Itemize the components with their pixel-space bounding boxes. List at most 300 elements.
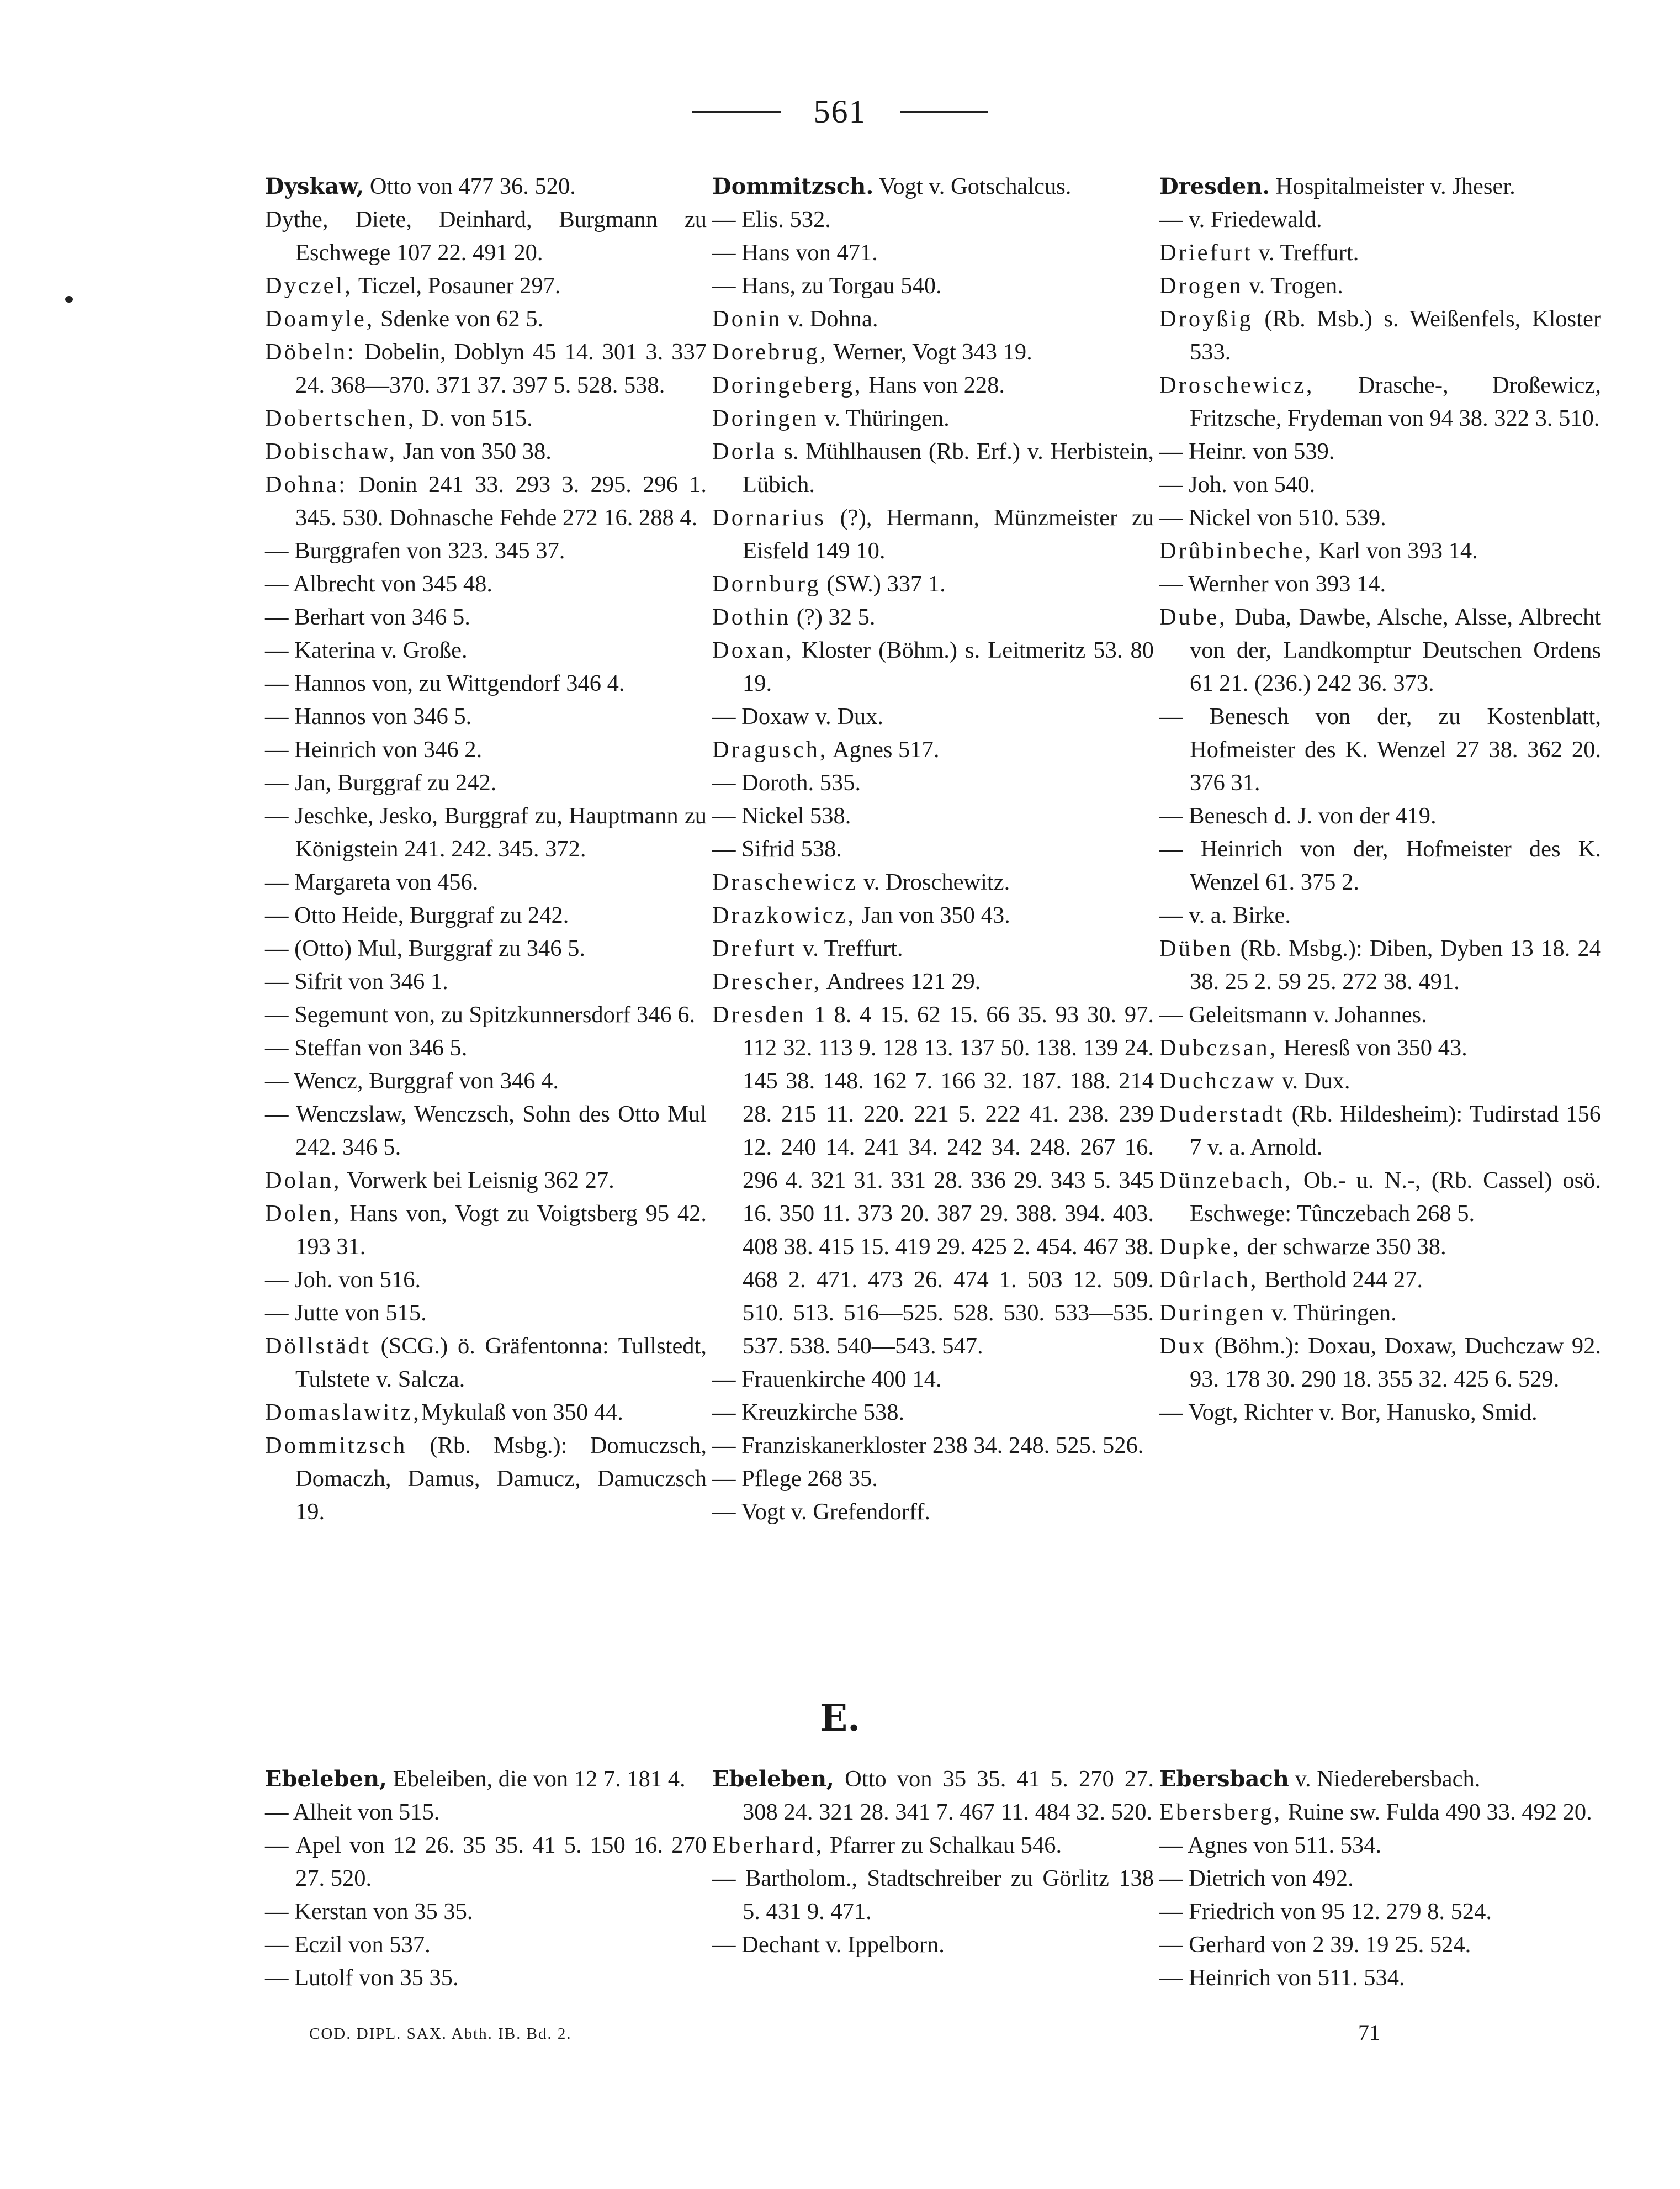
index-entry xyxy=(1159,1862,1601,1895)
index-entry xyxy=(712,236,1154,269)
entry-headword: — xyxy=(265,1002,289,1028)
index-entry xyxy=(1159,601,1601,700)
index-entry xyxy=(712,1396,1154,1429)
index-entry xyxy=(1159,1065,1601,1098)
entry-headword: — xyxy=(265,637,289,663)
entry-headword: — xyxy=(1159,1002,1183,1028)
entry-references: Jan, Burggraf zu 242. xyxy=(288,770,497,796)
index-entry xyxy=(265,1263,707,1297)
entry-references: Katerina v. Große. xyxy=(288,637,468,663)
entry-references: Ruine sw. Fulda 490 33. 492 20. xyxy=(1282,1799,1592,1825)
entry-headword: Dubczsan, xyxy=(1159,1035,1278,1061)
entry-headword: Draschewicz xyxy=(712,869,858,895)
index-entry xyxy=(265,1796,707,1829)
entry-references: Lutolf von 35 35. xyxy=(288,1965,459,1991)
index-entry xyxy=(712,766,1154,800)
index-entry xyxy=(1159,932,1601,998)
index-entry xyxy=(265,800,707,866)
index-entry xyxy=(265,998,707,1032)
entry-headword: Dolan, xyxy=(265,1167,342,1193)
entry-headword: — xyxy=(712,803,736,829)
index-entry xyxy=(1159,1961,1601,1995)
index-entry xyxy=(1159,1829,1601,1862)
index-column-2 xyxy=(712,1763,1154,1995)
entry-headword: Dommitzsch xyxy=(265,1432,407,1458)
entry-headword: — xyxy=(265,1035,289,1061)
entry-references: Benesch d. J. von der 419. xyxy=(1183,803,1437,829)
entry-headword: Droyßig xyxy=(1159,306,1253,332)
index-entry xyxy=(712,899,1154,932)
index-entry xyxy=(265,733,707,766)
index-entry xyxy=(712,700,1154,733)
entry-headword: Driefurt xyxy=(1159,240,1253,266)
entry-headword: — xyxy=(712,1366,736,1392)
entry-references: Bartholom., Stadtschreiber zu Görlitz 138 5. 431 9. 471. xyxy=(735,1865,1154,1924)
entry-references: Dietrich von 492. xyxy=(1183,1865,1354,1891)
entry-references: Apel von 12 26. 35 35. 41 5. 150 16. 270 27. 520. xyxy=(288,1832,707,1891)
index-entry xyxy=(265,866,707,899)
index-entry xyxy=(1159,369,1601,435)
entry-headword: Drazkowicz, xyxy=(712,902,856,928)
index-entry xyxy=(265,932,707,965)
entry-references: Otto von 477 36. 520. xyxy=(364,173,576,199)
entry-headword: Ebeleben, xyxy=(712,1766,834,1792)
index-entry xyxy=(712,998,1154,1363)
entry-headword: Dolen, xyxy=(265,1201,342,1226)
index-entry xyxy=(1159,1098,1601,1164)
entry-references: Joh. von 540. xyxy=(1183,472,1316,498)
index-entry xyxy=(1159,501,1601,535)
entry-headword: — xyxy=(1159,1865,1183,1891)
index-entry xyxy=(265,1330,707,1396)
entry-headword: — xyxy=(265,803,289,829)
entry-references: Heinrich von der, Hofmeister des K. Wenzel 61. 375 2. xyxy=(1183,836,1601,895)
entry-headword: — xyxy=(712,1399,736,1425)
entry-headword: Dothin xyxy=(712,604,791,630)
entry-headword: — xyxy=(712,273,736,299)
index-entry xyxy=(1159,1763,1601,1796)
entry-references: Benesch von der, zu Kostenblatt, Hofmeister des K. Wenzel 27 38. 362 20. 376 31. xyxy=(1183,704,1601,796)
index-entry xyxy=(265,634,707,667)
index-column-2 xyxy=(712,170,1154,1529)
entry-references: v. Friedewald. xyxy=(1183,207,1322,232)
index-entry xyxy=(265,1197,707,1263)
entry-references: Mykulaß von 350 44. xyxy=(421,1399,623,1425)
entry-references: Kreuzkirche 538. xyxy=(735,1399,905,1425)
entry-references: Drasche-, Droßewicz, Fritzsche, Frydeman von 94 38. 322 3. 510. xyxy=(1190,372,1601,431)
index-entry xyxy=(265,435,707,468)
index-entry xyxy=(1159,269,1601,303)
entry-headword: — xyxy=(1159,1932,1183,1958)
entry-references: (Böhm.): Doxau, Doxaw, Duchczaw 92. 93. 178 30. 290 18. 355 32. 425 6. 529. xyxy=(1190,1333,1601,1392)
entry-references: Vogt v. Gotschalcus. xyxy=(873,173,1072,199)
entry-headword: Duchczaw xyxy=(1159,1068,1276,1094)
index-entry xyxy=(712,1462,1154,1495)
entry-headword: — xyxy=(265,1832,289,1858)
entry-headword: — xyxy=(1159,1965,1183,1991)
entry-references: v. a. Birke. xyxy=(1183,902,1291,928)
entry-headword: Dragusch, xyxy=(712,737,828,763)
entry-references: Joh. von 516. xyxy=(288,1267,421,1293)
index-entry xyxy=(712,965,1154,998)
entry-headword: Dux xyxy=(1159,1333,1207,1359)
entry-headword: Dyczel, xyxy=(265,273,353,299)
entry-headword: Drogen xyxy=(1159,273,1243,299)
index-entry xyxy=(265,468,707,535)
index-entry xyxy=(712,203,1154,236)
entry-headword: Duringen xyxy=(1159,1300,1266,1326)
index-entry xyxy=(265,535,707,568)
index-entry xyxy=(265,899,707,932)
entry-references: Otto von 35 35. 41 5. 270 27. 308 24. 321 28. 341 7. 467 11. 484 32. 520. xyxy=(743,1766,1154,1825)
index-columns-e xyxy=(265,1763,1607,1995)
entry-references: (Rb. Msb.) s. Weißenfels, Kloster 533. xyxy=(1190,306,1601,365)
entry-references: Hans von, Vogt zu Voigtsberg 95 42. 193 31. xyxy=(295,1201,707,1260)
entry-references: Hans von 228. xyxy=(862,372,1005,398)
entry-references: 1 8. 4 15. 62 15. 66 35. 93 30. 97. 112 32. 113 9. 128 13. 137 50. 138. 139 24. 145 38. 148. 162 7. 166 32. 187. 188. 214 28. 215 11. 220. 221 5. 222 41. 238. 239 12. 240 14. 241 34. 242 34. 248. 267 16. 296 4. 321 31. 331 28. 336 29. 343 5. 345 16. 350 11. 373 20. 387 29. 388. 394. 403. 408 38. 415 15. 419 29. 425 2. 454. 467 38. 468 2. 471. 473 26. 474 1. 503 12. 509. 510. 513. 516—525. 528. 530. 533—535. 537. 538. 540—543. 547. xyxy=(743,1002,1154,1359)
index-entry xyxy=(265,1895,707,1928)
entry-headword: — xyxy=(265,604,289,630)
index-column-3 xyxy=(1159,1763,1601,1995)
entry-headword: Dyskaw, xyxy=(265,173,364,199)
entry-headword: — xyxy=(712,1432,736,1458)
entry-headword: — xyxy=(1159,472,1183,498)
entry-references: Sifrid 538. xyxy=(735,836,842,862)
index-entry xyxy=(1159,1032,1601,1065)
entry-references: Burggrafen von 323. 345 37. xyxy=(288,538,565,564)
index-entry xyxy=(1159,468,1601,501)
page-header xyxy=(0,93,1680,131)
index-entry xyxy=(712,634,1154,700)
index-entry xyxy=(712,932,1154,965)
entry-headword: Dresden xyxy=(712,1002,806,1028)
entry-references: Kloster (Böhm.) s. Leitmeritz 53. 80 19. xyxy=(743,637,1154,696)
entry-references: Sdenke von 62 5. xyxy=(374,306,544,332)
entry-headword: — xyxy=(265,770,289,796)
entry-references: (Rb. Msbg.): Diben, Dyben 13 18. 24 38. 25 2. 59 25. 272 38. 491. xyxy=(1190,935,1601,995)
index-entry xyxy=(712,1495,1154,1529)
index-entry xyxy=(712,866,1154,899)
entry-headword: — xyxy=(712,704,736,729)
index-entry xyxy=(1159,236,1601,269)
entry-headword: — xyxy=(265,1101,289,1127)
entry-headword: Düben xyxy=(1159,935,1233,961)
entry-references: Vogt v. Grefendorff. xyxy=(735,1499,931,1525)
index-entry xyxy=(712,733,1154,766)
index-entry xyxy=(1159,1263,1601,1297)
index-entry xyxy=(712,303,1154,336)
index-entry xyxy=(265,601,707,634)
entry-references: Otto Heide, Burggraf zu 242. xyxy=(288,902,569,928)
entry-references: (Rb. Hildesheim): Tudirstad 156 7 v. a. Arnold. xyxy=(1190,1101,1601,1160)
entry-references: Hospitalmeister v. Jheser. xyxy=(1270,173,1515,199)
entry-headword: — xyxy=(265,1932,289,1958)
entry-references: Agnes von 511. 534. xyxy=(1183,1832,1382,1858)
index-entry xyxy=(712,435,1154,501)
index-entry xyxy=(265,1396,707,1429)
index-entry xyxy=(712,800,1154,833)
index-entry xyxy=(1159,1164,1601,1230)
entry-headword: — xyxy=(1159,1899,1183,1924)
entry-headword: Droschewicz, xyxy=(1159,372,1315,398)
entry-references: v. Trogen. xyxy=(1243,273,1343,299)
entry-headword: — xyxy=(712,240,736,266)
index-entry xyxy=(712,1862,1154,1928)
entry-headword: — xyxy=(712,1932,736,1958)
index-entry xyxy=(265,667,707,700)
index-entry xyxy=(265,1961,707,1995)
entry-headword: Dûrlach, xyxy=(1159,1267,1259,1293)
entry-headword: Dube, xyxy=(1159,604,1227,630)
entry-references: Wenczslaw, Wenczsch, Sohn des Otto Mul 242. 346 5. xyxy=(288,1101,707,1160)
index-entry xyxy=(1159,1230,1601,1263)
header-rule-right xyxy=(900,111,988,113)
entry-headword: Domaslawitz, xyxy=(265,1399,421,1425)
entry-headword: — xyxy=(265,969,289,995)
entry-headword: Duderstadt xyxy=(1159,1101,1285,1127)
entry-headword: Dorla xyxy=(712,438,777,464)
index-entry xyxy=(265,965,707,998)
margin-mark xyxy=(65,296,73,303)
entry-references: Friedrich von 95 12. 279 8. 524. xyxy=(1183,1899,1492,1924)
index-entry xyxy=(1159,700,1601,800)
entry-references: Heinr. von 539. xyxy=(1183,438,1335,464)
entry-references: Jan von 350 43. xyxy=(855,902,1010,928)
entry-headword: Dommitzsch. xyxy=(712,173,874,199)
index-entry xyxy=(265,1829,707,1895)
index-entry xyxy=(265,766,707,800)
entry-references: Vogt, Richter v. Bor, Hanusko, Smid. xyxy=(1183,1399,1538,1425)
entry-references: s. Mühlhausen (Rb. Erf.) v. Herbistein, Lübich. xyxy=(743,438,1154,498)
entry-headword: Drescher, xyxy=(712,969,822,995)
index-entry xyxy=(265,336,707,402)
entry-headword: — xyxy=(265,571,289,597)
entry-references: (SCG.) ö. Gräfentonna: Tullstedt, Tulstete v. Salcza. xyxy=(295,1333,707,1392)
entry-headword: Dobertschen, xyxy=(265,405,416,431)
entry-headword: Ebeleben, xyxy=(265,1766,387,1792)
entry-headword: — xyxy=(1159,902,1183,928)
entry-references: Eczil von 537. xyxy=(288,1932,431,1958)
entry-references: D. von 515. xyxy=(416,405,533,431)
entry-references: Sifrit von 346 1. xyxy=(288,969,448,995)
entry-headword: Drefurt xyxy=(712,935,797,961)
entry-references: Wencz, Burggraf von 346 4. xyxy=(288,1068,559,1094)
entry-headword: Döbeln: xyxy=(265,339,356,365)
entry-references: Karl von 393 14. xyxy=(1313,538,1478,564)
entry-references: Pfarrer zu Schalkau 546. xyxy=(824,1832,1062,1858)
entry-headword: Drûbinbeche, xyxy=(1159,538,1313,564)
index-entry xyxy=(1159,833,1601,899)
entry-headword: Döllstädt xyxy=(265,1333,371,1359)
index-entry xyxy=(1159,1396,1601,1429)
entry-headword: — xyxy=(265,737,289,763)
entry-headword: — xyxy=(712,1499,736,1525)
index-entry xyxy=(265,1429,707,1529)
entry-headword: — xyxy=(1159,704,1183,729)
entry-headword: — xyxy=(265,1899,289,1924)
entry-headword: — xyxy=(265,1965,289,1991)
entry-references: Kerstan von 35 35. xyxy=(288,1899,473,1924)
entry-references: Doroth. 535. xyxy=(735,770,861,796)
entry-headword: Doxan, xyxy=(712,637,794,663)
source-note: COD. DIPL. SAX. Abth. IB. Bd. 2. xyxy=(309,2025,572,2043)
entry-headword: — xyxy=(1159,803,1183,829)
index-entry xyxy=(1159,998,1601,1032)
entry-references: Gerhard von 2 39. 19 25. 524. xyxy=(1183,1932,1471,1958)
index-entry xyxy=(1159,203,1601,236)
index-column-1 xyxy=(265,170,707,1529)
entry-references: Franziskanerkloster 238 34. 248. 525. 526. xyxy=(735,1432,1144,1458)
entry-headword: — xyxy=(1159,1399,1183,1425)
index-entry xyxy=(712,336,1154,369)
entry-references: Agnes 517. xyxy=(828,737,940,763)
entry-references: Jeschke, Jesko, Burggraf zu, Hauptmann zu Königstein 241. 242. 345. 372. xyxy=(288,803,707,862)
index-entry xyxy=(1159,899,1601,932)
entry-references: Duba, Dawbe, Alsche, Alsse, Albrecht von der, Landkomptur Deutschen Ordens 61 21. (236.) 242 36. 373. xyxy=(1190,604,1601,696)
index-entry xyxy=(265,1928,707,1961)
entry-headword: Ebersberg, xyxy=(1159,1799,1282,1825)
entry-references: Hannos von 346 5. xyxy=(288,704,472,729)
entry-references: Wernher von 393 14. xyxy=(1183,571,1386,597)
entry-headword: — xyxy=(712,1865,736,1891)
index-entry xyxy=(1159,535,1601,568)
entry-headword: Dornburg xyxy=(712,571,821,597)
entry-references: v. Thüringen. xyxy=(818,405,950,431)
index-entry xyxy=(1159,1928,1601,1961)
entry-references: Margareta von 456. xyxy=(288,869,479,895)
entry-references: Doxaw v. Dux. xyxy=(735,704,884,729)
index-entry xyxy=(712,369,1154,402)
entry-headword: Donin xyxy=(712,306,782,332)
index-entry xyxy=(1159,800,1601,833)
entry-headword: — xyxy=(1159,1832,1183,1858)
index-entry xyxy=(1159,435,1601,468)
entry-references: Hans von 471. xyxy=(735,240,878,266)
index-columns-d xyxy=(265,170,1607,1529)
entry-headword: Dresden. xyxy=(1159,173,1270,199)
entry-references: v. Niederebersbach. xyxy=(1289,1766,1481,1792)
index-entry xyxy=(712,1829,1154,1862)
entry-headword: — xyxy=(265,902,289,928)
index-entry xyxy=(712,269,1154,303)
entry-references: der schwarze 350 38. xyxy=(1241,1234,1446,1260)
index-entry xyxy=(265,1297,707,1330)
entry-references: Ticzel, Posauner 297. xyxy=(352,273,561,299)
entry-references: Pflege 268 35. xyxy=(735,1466,878,1492)
entry-headword: — xyxy=(712,770,736,796)
entry-references: Diete, Deinhard, Burgmann zu Eschwege 107 22. 491 20. xyxy=(295,207,707,266)
entry-references: Vorwerk bei Leisnig 362 27. xyxy=(341,1167,614,1193)
entry-headword: — xyxy=(265,1267,289,1293)
index-entry xyxy=(265,1164,707,1197)
index-entry xyxy=(1159,303,1601,369)
index-entry xyxy=(712,1429,1154,1462)
index-entry xyxy=(712,1763,1154,1829)
entry-headword: — xyxy=(265,935,289,961)
entry-headword: Dobischaw, xyxy=(265,438,398,464)
entry-references: Nickel 538. xyxy=(735,803,851,829)
index-entry xyxy=(265,269,707,303)
entry-references: Elis. 532. xyxy=(735,207,831,232)
entry-references: v. Dux. xyxy=(1276,1068,1350,1094)
entry-references: Andrees 121 29. xyxy=(822,969,981,995)
index-entry xyxy=(265,1763,707,1796)
signature-mark: 71 xyxy=(1358,2020,1380,2045)
entry-references: v. Treffurt. xyxy=(797,935,903,961)
entry-headword: Doringen xyxy=(712,405,819,431)
entry-headword: — xyxy=(1159,571,1183,597)
entry-headword: Dünzebach, xyxy=(1159,1167,1293,1193)
entry-headword: — xyxy=(1159,836,1183,862)
index-entry xyxy=(265,1065,707,1098)
index-entry xyxy=(712,402,1154,435)
index-entry xyxy=(265,203,707,269)
entry-references: Berthold 244 27. xyxy=(1258,1267,1423,1293)
entry-headword: — xyxy=(265,869,289,895)
index-entry xyxy=(1159,1297,1601,1330)
entry-headword: — xyxy=(265,538,289,564)
entry-headword: — xyxy=(265,1799,289,1825)
index-entry xyxy=(1159,170,1601,203)
entry-references: Jan von 350 38. xyxy=(397,438,552,464)
entry-references: Berhart von 346 5. xyxy=(288,604,470,630)
entry-headword: — xyxy=(712,1466,736,1492)
entry-references: Heinrich von 511. 534. xyxy=(1183,1965,1405,1991)
entry-headword: — xyxy=(265,1068,289,1094)
entry-references: (Otto) Mul, Burggraf zu 346 5. xyxy=(288,935,585,961)
index-entry xyxy=(712,1363,1154,1396)
index-entry xyxy=(265,700,707,733)
index-entry xyxy=(265,170,707,203)
entry-headword: Ebersbach xyxy=(1159,1766,1289,1792)
entry-references: Heresß von 350 43. xyxy=(1278,1035,1467,1061)
index-entry xyxy=(712,568,1154,601)
entry-headword: — xyxy=(712,207,736,232)
entry-references: Nickel von 510. 539. xyxy=(1183,505,1386,531)
entry-headword: Dornarius xyxy=(712,505,826,531)
entry-headword: — xyxy=(265,704,289,729)
entry-references: Heinrich von 346 2. xyxy=(288,737,483,763)
entry-headword: — xyxy=(265,670,289,696)
entry-references: Geleitsmann v. Johannes. xyxy=(1183,1002,1427,1028)
entry-references: v. Treffurt. xyxy=(1252,240,1359,266)
entry-headword: Doringeberg, xyxy=(712,372,863,398)
index-entry xyxy=(1159,568,1601,601)
index-entry xyxy=(1159,1330,1601,1396)
entry-references: Ebeleiben, die von 12 7. 181 4. xyxy=(386,1766,686,1792)
entry-references: Steffan von 346 5. xyxy=(288,1035,468,1061)
index-entry xyxy=(712,1928,1154,1961)
entry-references: Dobelin, Doblyn 45 14. 301 3. 337 24. 368—370. 371 37. 397 5. 528. 538. xyxy=(295,339,707,398)
entry-headword: Eberhard, xyxy=(712,1832,824,1858)
entry-references: Dechant v. Ippelborn. xyxy=(735,1932,945,1958)
entry-references: Jutte von 515. xyxy=(288,1300,427,1326)
index-entry xyxy=(265,402,707,435)
entry-references: (SW.) 337 1. xyxy=(820,571,946,597)
index-entry xyxy=(712,170,1154,203)
entry-references: Donin 241 33. 293 3. 295. 296 1. 345. 530. Dohnasche Fehde 272 16. 288 4. xyxy=(295,472,707,531)
entry-headword: Dohna: xyxy=(265,472,348,498)
entry-references: Albrecht von 345 48. xyxy=(288,571,492,597)
entry-references: v. Droschewitz. xyxy=(857,869,1010,895)
index-entry xyxy=(265,568,707,601)
entry-references: Hans, zu Torgau 540. xyxy=(735,273,942,299)
index-column-3 xyxy=(1159,170,1601,1529)
entry-references: Hannos von, zu Wittgendorf 346 4. xyxy=(288,670,625,696)
index-entry xyxy=(712,501,1154,568)
entry-headword: — xyxy=(1159,207,1183,232)
entry-references: (?), Hermann, Münzmeister zu Eisfeld 149 10. xyxy=(743,505,1154,564)
